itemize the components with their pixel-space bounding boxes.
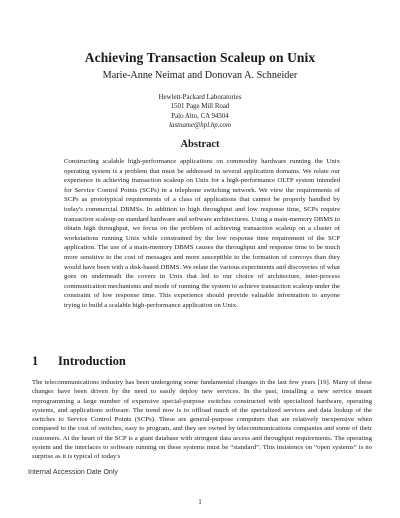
accession-watermark: Internal Accession Date Only <box>28 469 118 476</box>
page-number: 1 <box>198 498 202 506</box>
affiliation-block <box>0 93 400 131</box>
affiliation-city: Palo Alto, CA 94304 <box>171 112 229 120</box>
affiliation-email: lastname@hpl.hp.com <box>169 122 231 130</box>
affiliation-org: Hewlett-Packard Laboratories <box>158 94 242 101</box>
affiliation-street: 1501 Page Mill Road <box>170 103 230 111</box>
abstract-heading: Abstract <box>180 139 220 150</box>
abstract-body: Constructing scalable high-performance applications on commodity hardware running the Unix operating system is a problem that must be addressed in several application domains. We relate our experience in achieving transaction scaleup on Unix for a high-performance OLTP system intended for Service Control Points (SCPs) in a telephone switching network. We view the requirements of SCPs as prototypical requirements of a class of applications that cannot be properly handled by today's commercial DBMSs. In addition to high throughput and low response time, SCPs require transaction scaleup on standard hardware and software architectures. Using a main-memory DBMS to obtain high throughput, we focus on the problem of achieving transaction scaleup on a cluster of workstations running Unix while constrained by the low response time requirement of the SCP application. The use of a main-memory DBMS causes the throughput and response time to be much more sensitive to the cost of messages and more susceptible to the formation of convoys than they would have been with a disk-based DBMS. We relate the various experiments and discoveries of what goes on underneath the covers in Unix that led to our choice of architecture, inter-process communication mechanisms and mode of running the system to achieve transaction scaleup under the constraint of low response time. This experience should provide valuable information to anyone trying to build a scalable high-performance application on Unix. <box>64 158 341 309</box>
section-number: 1 <box>32 354 39 368</box>
paper-authors: Marie-Anne Neimat and Donovan A. Schneider <box>102 70 298 81</box>
section-heading <box>32 354 126 369</box>
introduction-body: The telecommunications industry has been undergoing some fundamental changes in the last few years [19]. Many of these changes have been driven by the need to easily deploy new services. In the past, installing a new service meant reprogramming a large number of expensive special-purpose switches constructed with specialized hardware, operating systems, and applications software. The trend now is to offload much of the specialized services and data lookup of the switches to Service Control Points (SCPs). These are general-purpose computers that are relatively inexpensive when compared to the cost of switches, easy to program, and they are owned by telecommunications companies and some of their customers. At the heart of the SCP is a giant database with stringent data access and throughput requirements. The operating system and the interfaces to software running on these systems must be “standard”. This insistence on “open systems” is no surprise as it is typical of today's <box>32 379 372 461</box>
paper-title: Achieving Transaction Scaleup on Unix <box>84 50 316 65</box>
section-title: Introduction <box>58 354 126 368</box>
